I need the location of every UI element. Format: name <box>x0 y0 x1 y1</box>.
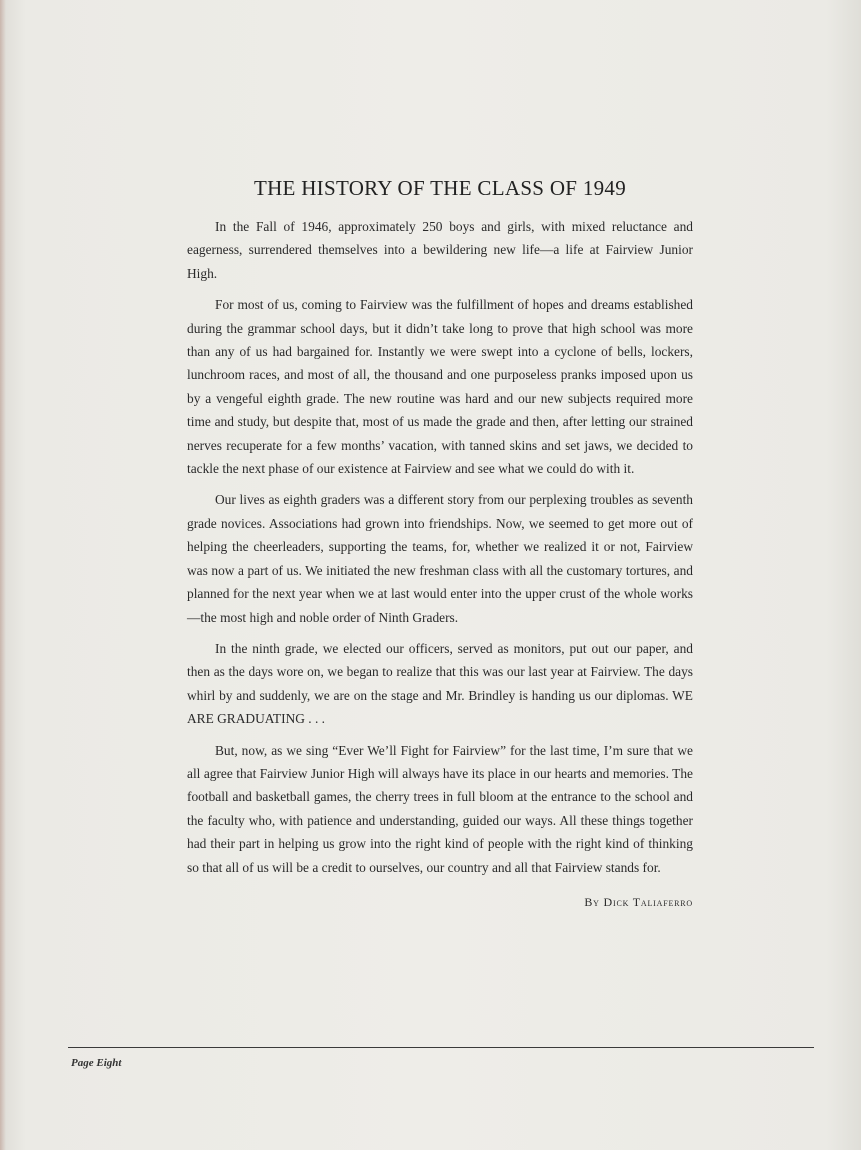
author-byline: By Dick Taliaferro <box>584 894 693 909</box>
page-edge <box>0 0 6 1150</box>
paragraph-4: In the ninth grade, we elected our officers, served as monitors, put out our paper, and then as the days wore on, we began to realize that this was our last year at Fairview. The days whirl by and suddenly, we are on the stage and Mr. Brindley is handing us our diplomas. WE ARE GRADUATING . . . <box>187 640 693 727</box>
paragraph-1: In the Fall of 1946, approximately 250 boys and girls, with mixed reluctance and eagerness, surrendered themselves into a bewildering new life—a life at Fairview Junior High. <box>187 219 693 281</box>
article-title: THE HISTORY OF THE CLASS OF 1949 <box>253 176 627 200</box>
footer-rule <box>68 1047 814 1048</box>
paragraph-2: For most of us, coming to Fairview was the fulfillment of hopes and dreams established during the grammar school days, but it didn’t take long to prove that high school was more than any of us had bargained for. Instantly we were swept into a cyclone of bells, lockers, lunchroom races, and most of all, the thousand and one purposeless pranks imposed upon us by a vengeful eighth grade. The new routine was hard and our new subjects required more time and study, but despite that, most of us made the grade and then, after letting our strained nerves recuperate for a few months’ vacation, with tanned skins and set jaws, we decided to tackle the next phase of our existence at Fairview and see what we could do with it. <box>187 297 693 477</box>
paragraph-5: But, now, as we sing “Ever We’ll Fight for Fairview” for the last time, I’m sure that we all agree that Fairview Junior High will always have its place in our hearts and memories. The football and basketball games, the cherry trees in full bloom at the entrance to the school and the faculty who, with patience and understanding, guided our ways. All these things together had their part in helping us grow into the right kind of people with the right kind of thinking so that all of us will be a credit to ourselves, our country and all that Fairview stands for. <box>187 742 693 875</box>
paragraph-3: Our lives as eighth graders was a different story from our perplexing troubles as seventh grade novices. Associations had grown into friendships. Now, we seemed to get more out of helping the cheerleaders, supporting the teams, for, whether we realized it or not, Fairview was now a part of us. We initiated the new freshman class with all the customary tortures, and planned for the next year when we at last would enter into the upper crust of the whole works—the most high and noble order of Ninth Graders. <box>187 492 693 625</box>
page-number: Page Eight <box>71 1057 122 1069</box>
article <box>187 176 693 910</box>
